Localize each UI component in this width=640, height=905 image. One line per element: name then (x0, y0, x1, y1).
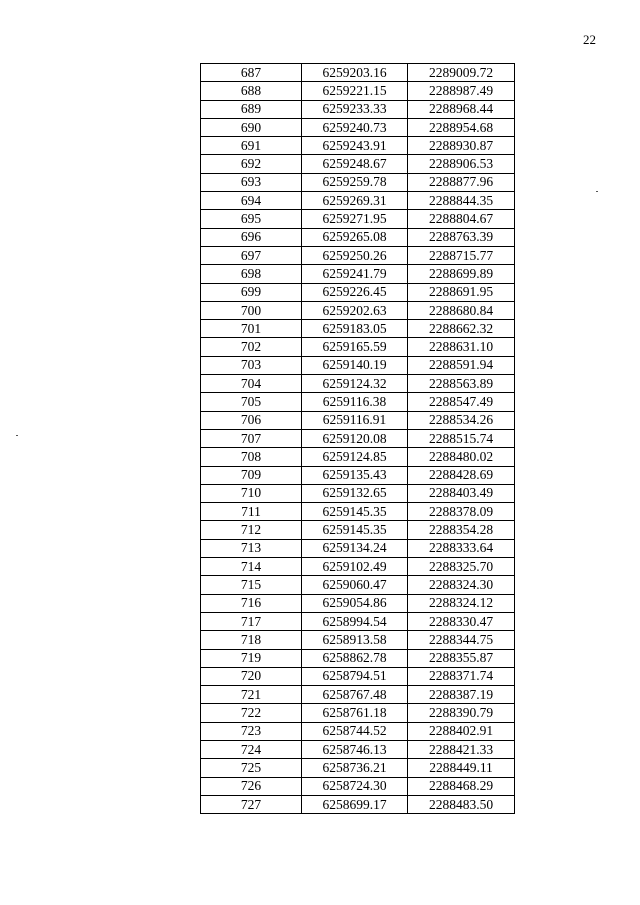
table-row (201, 448, 515, 466)
y-coordinate-cell: 2288680.84 (408, 301, 515, 319)
y-coordinate-cell: 2288763.39 (408, 228, 515, 246)
x-coordinate-cell: 6259116.38 (302, 393, 408, 411)
y-coordinate-cell: 2288480.02 (408, 448, 515, 466)
y-coordinate-cell: 2288421.33 (408, 740, 515, 758)
y-coordinate-cell: 2288631.10 (408, 338, 515, 356)
y-coordinate-cell: 2288468.29 (408, 777, 515, 795)
y-coordinate-cell: 2288906.53 (408, 155, 515, 173)
point-number-cell: 714 (201, 558, 302, 576)
table-row (201, 283, 515, 301)
point-number-cell: 727 (201, 795, 302, 813)
table-row (201, 649, 515, 667)
scan-speck (16, 435, 18, 436)
point-number-cell: 690 (201, 118, 302, 136)
y-coordinate-cell: 2288324.30 (408, 576, 515, 594)
point-number-cell: 724 (201, 740, 302, 758)
x-coordinate-cell: 6258767.48 (302, 686, 408, 704)
table-row (201, 375, 515, 393)
table-row (201, 667, 515, 685)
table-row (201, 192, 515, 210)
point-number-cell: 687 (201, 64, 302, 82)
point-number-cell: 704 (201, 375, 302, 393)
x-coordinate-cell: 6259120.08 (302, 429, 408, 447)
x-coordinate-cell: 6259269.31 (302, 192, 408, 210)
table-row (201, 521, 515, 539)
y-coordinate-cell: 2288428.69 (408, 466, 515, 484)
table-row (201, 64, 515, 82)
point-number-cell: 713 (201, 539, 302, 557)
x-coordinate-cell: 6259165.59 (302, 338, 408, 356)
point-number-cell: 725 (201, 759, 302, 777)
x-coordinate-cell: 6259259.78 (302, 173, 408, 191)
y-coordinate-cell: 2288804.67 (408, 210, 515, 228)
x-coordinate-cell: 6259250.26 (302, 246, 408, 264)
x-coordinate-cell: 6259060.47 (302, 576, 408, 594)
table-row (201, 612, 515, 630)
point-number-cell: 697 (201, 246, 302, 264)
point-number-cell: 700 (201, 301, 302, 319)
point-number-cell: 710 (201, 484, 302, 502)
y-coordinate-cell: 2288534.26 (408, 411, 515, 429)
table-row (201, 795, 515, 813)
x-coordinate-cell: 6259124.32 (302, 375, 408, 393)
x-coordinate-cell: 6259202.63 (302, 301, 408, 319)
x-coordinate-cell: 6259265.08 (302, 228, 408, 246)
table-row (201, 393, 515, 411)
coordinates-table (200, 63, 515, 814)
coordinates-table-body (201, 64, 515, 814)
point-number-cell: 693 (201, 173, 302, 191)
x-coordinate-cell: 6259116.91 (302, 411, 408, 429)
point-number-cell: 709 (201, 466, 302, 484)
point-number-cell: 695 (201, 210, 302, 228)
point-number-cell: 722 (201, 704, 302, 722)
table-row (201, 631, 515, 649)
point-number-cell: 721 (201, 686, 302, 704)
y-coordinate-cell: 2288699.89 (408, 265, 515, 283)
y-coordinate-cell: 2288402.91 (408, 722, 515, 740)
x-coordinate-cell: 6258744.52 (302, 722, 408, 740)
x-coordinate-cell: 6259124.85 (302, 448, 408, 466)
y-coordinate-cell: 2288563.89 (408, 375, 515, 393)
y-coordinate-cell: 2288591.94 (408, 356, 515, 374)
point-number-cell: 707 (201, 429, 302, 447)
x-coordinate-cell: 6258746.13 (302, 740, 408, 758)
x-coordinate-cell: 6258994.54 (302, 612, 408, 630)
x-coordinate-cell: 6258699.17 (302, 795, 408, 813)
table-row (201, 246, 515, 264)
point-number-cell: 723 (201, 722, 302, 740)
x-coordinate-cell: 6258913.58 (302, 631, 408, 649)
point-number-cell: 702 (201, 338, 302, 356)
table-row (201, 82, 515, 100)
point-number-cell: 703 (201, 356, 302, 374)
y-coordinate-cell: 2288691.95 (408, 283, 515, 301)
point-number-cell: 726 (201, 777, 302, 795)
point-number-cell: 717 (201, 612, 302, 630)
x-coordinate-cell: 6259248.67 (302, 155, 408, 173)
x-coordinate-cell: 6259240.73 (302, 118, 408, 136)
point-number-cell: 711 (201, 503, 302, 521)
table-row (201, 265, 515, 283)
table-row (201, 539, 515, 557)
x-coordinate-cell: 6258862.78 (302, 649, 408, 667)
point-number-cell: 716 (201, 594, 302, 612)
point-number-cell: 688 (201, 82, 302, 100)
point-number-cell: 701 (201, 320, 302, 338)
x-coordinate-cell: 6259271.95 (302, 210, 408, 228)
x-coordinate-cell: 6259241.79 (302, 265, 408, 283)
y-coordinate-cell: 2288987.49 (408, 82, 515, 100)
y-coordinate-cell: 2288715.77 (408, 246, 515, 264)
x-coordinate-cell: 6258761.18 (302, 704, 408, 722)
x-coordinate-cell: 6259233.33 (302, 100, 408, 118)
y-coordinate-cell: 2288324.12 (408, 594, 515, 612)
table-row (201, 320, 515, 338)
x-coordinate-cell: 6259145.35 (302, 521, 408, 539)
x-coordinate-cell: 6259140.19 (302, 356, 408, 374)
y-coordinate-cell: 2289009.72 (408, 64, 515, 82)
point-number-cell: 689 (201, 100, 302, 118)
table-row (201, 704, 515, 722)
table-row (201, 137, 515, 155)
x-coordinate-cell: 6259145.35 (302, 503, 408, 521)
table-row (201, 503, 515, 521)
y-coordinate-cell: 2288378.09 (408, 503, 515, 521)
y-coordinate-cell: 2288355.87 (408, 649, 515, 667)
point-number-cell: 699 (201, 283, 302, 301)
point-number-cell: 720 (201, 667, 302, 685)
table-row (201, 301, 515, 319)
x-coordinate-cell: 6259135.43 (302, 466, 408, 484)
y-coordinate-cell: 2288325.70 (408, 558, 515, 576)
x-coordinate-cell: 6259134.24 (302, 539, 408, 557)
point-number-cell: 694 (201, 192, 302, 210)
y-coordinate-cell: 2288547.49 (408, 393, 515, 411)
table-row (201, 210, 515, 228)
point-number-cell: 698 (201, 265, 302, 283)
x-coordinate-cell: 6259183.05 (302, 320, 408, 338)
table-row (201, 118, 515, 136)
y-coordinate-cell: 2288515.74 (408, 429, 515, 447)
y-coordinate-cell: 2288354.28 (408, 521, 515, 539)
table-row (201, 777, 515, 795)
point-number-cell: 705 (201, 393, 302, 411)
point-number-cell: 708 (201, 448, 302, 466)
table-row (201, 338, 515, 356)
y-coordinate-cell: 2288968.44 (408, 100, 515, 118)
point-number-cell: 715 (201, 576, 302, 594)
x-coordinate-cell: 6258736.21 (302, 759, 408, 777)
table-row (201, 429, 515, 447)
table-row (201, 155, 515, 173)
y-coordinate-cell: 2288954.68 (408, 118, 515, 136)
x-coordinate-cell: 6259132.65 (302, 484, 408, 502)
table-row (201, 759, 515, 777)
y-coordinate-cell: 2288371.74 (408, 667, 515, 685)
y-coordinate-cell: 2288844.35 (408, 192, 515, 210)
table-row (201, 558, 515, 576)
x-coordinate-cell: 6259243.91 (302, 137, 408, 155)
page-number: 22 (583, 32, 596, 47)
y-coordinate-cell: 2288930.87 (408, 137, 515, 155)
point-number-cell: 692 (201, 155, 302, 173)
point-number-cell: 712 (201, 521, 302, 539)
table-row (201, 356, 515, 374)
point-number-cell: 696 (201, 228, 302, 246)
scan-speck (596, 191, 598, 192)
table-row (201, 228, 515, 246)
x-coordinate-cell: 6258724.30 (302, 777, 408, 795)
y-coordinate-cell: 2288449.11 (408, 759, 515, 777)
y-coordinate-cell: 2288483.50 (408, 795, 515, 813)
table-row (201, 411, 515, 429)
table-row (201, 173, 515, 191)
y-coordinate-cell: 2288390.79 (408, 704, 515, 722)
x-coordinate-cell: 6258794.51 (302, 667, 408, 685)
x-coordinate-cell: 6259226.45 (302, 283, 408, 301)
y-coordinate-cell: 2288662.32 (408, 320, 515, 338)
table-row (201, 100, 515, 118)
table-row (201, 722, 515, 740)
table-row (201, 740, 515, 758)
point-number-cell: 718 (201, 631, 302, 649)
y-coordinate-cell: 2288330.47 (408, 612, 515, 630)
point-number-cell: 691 (201, 137, 302, 155)
x-coordinate-cell: 6259203.16 (302, 64, 408, 82)
table-row (201, 484, 515, 502)
table-row (201, 576, 515, 594)
table-row (201, 466, 515, 484)
table-row (201, 594, 515, 612)
y-coordinate-cell: 2288403.49 (408, 484, 515, 502)
y-coordinate-cell: 2288877.96 (408, 173, 515, 191)
point-number-cell: 706 (201, 411, 302, 429)
x-coordinate-cell: 6259054.86 (302, 594, 408, 612)
table-row (201, 686, 515, 704)
x-coordinate-cell: 6259102.49 (302, 558, 408, 576)
y-coordinate-cell: 2288333.64 (408, 539, 515, 557)
y-coordinate-cell: 2288344.75 (408, 631, 515, 649)
x-coordinate-cell: 6259221.15 (302, 82, 408, 100)
y-coordinate-cell: 2288387.19 (408, 686, 515, 704)
point-number-cell: 719 (201, 649, 302, 667)
